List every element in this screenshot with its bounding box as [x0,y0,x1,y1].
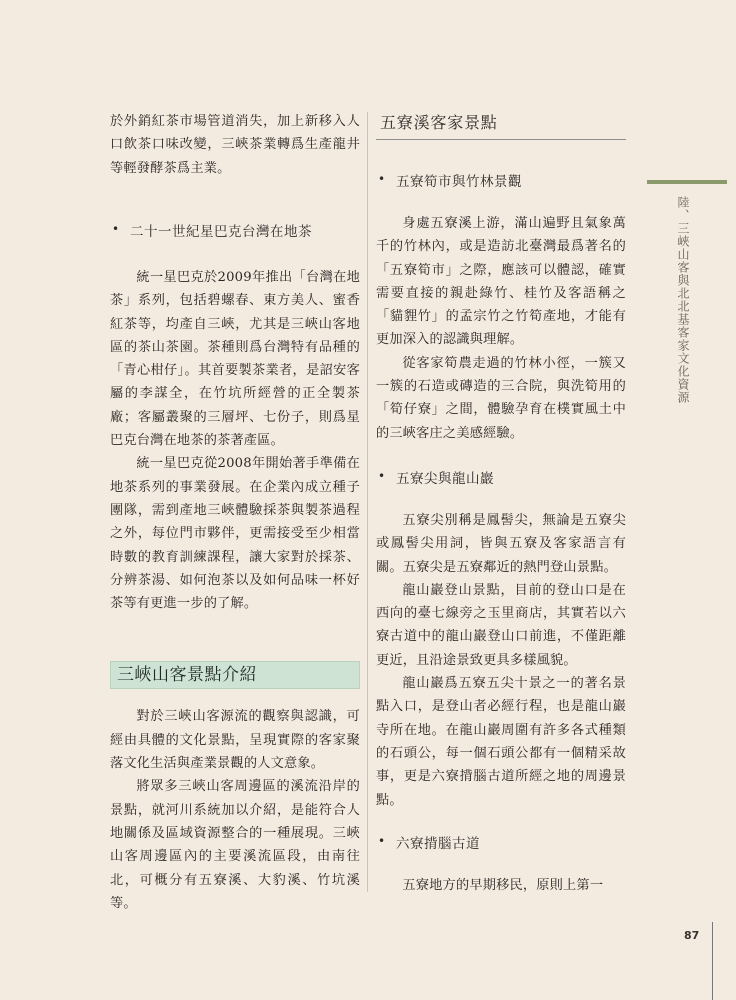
paragraph: 統一星巴克從2008年開始著手準備在地茶系列的事業發展。在企業內成立種子團隊，需到產地三峽體驗採茶與製茶過程之外，每位門市夥伴，更需接受至少相當時數的教育訓練課程，讓大家對於採茶、分辨茶湯、如何泡茶以及如何品味一杯好茶等有更進一步的了解。 [110,456,360,612]
sub-heading-liuliao [376,832,626,852]
sub-heading-text: 五寮筍市與竹林景觀 [396,174,522,190]
paragraph: 對於三峽山客源流的觀察與認識，可經由具體的文化景點，呈現實際的客家聚落文化生活與產業景觀的人文意象。 [110,709,360,772]
bullet-icon: • [378,172,386,186]
sub-heading-starbucks [110,220,360,240]
sub-heading-text: 二十一世紀星巴克台灣在地茶 [130,224,312,240]
paragraph: 將眾多三峽山客周邊區的溪流沿岸的景點，就河川系統加以介紹，是能符合人地關係及區域資源整合的一種展現。三峽山客周邊區內的主要溪流區段，由南往北，可概分有五寮溪、大豹溪、竹坑溪等。 [110,779,360,911]
section-title-sanxia: 三峽山客景點介紹 [110,661,360,689]
right-column [376,110,626,897]
paragraph: 五寮地方的早期移民，原則上第一 [402,877,604,893]
column-divider [367,112,368,892]
page-line [712,922,713,1000]
section-title-wuliao: 五寮溪客家景點 [376,110,626,140]
paragraph: 龍山巖登山景點，目前的登山口是在西向的臺七線旁之玉里商店，其實若以六寮古道中的龍山巖登山口前進，不僅距離更近，且沿途景致更具多樣風貌。 [376,582,626,668]
paragraph: 從客家筍農走過的竹林小徑，一簇又一簇的石造或磚造的三合院，與洗筍用的「筍仔寮」之間，體驗孕育在樸實風土中的三峽客庄之美感經驗。 [376,355,626,441]
sub-heading-longshan [376,467,626,487]
paragraph: 統一星巴克於2009年推出「台灣在地茶」系列，包括碧螺春、東方美人、蜜香紅茶等，均產自三峽，尤其是三峽山客地區的茶山茶園。茶種則爲台灣特有品種的「青心柑仔」。其首要製茶業者，是詔安客屬的李謀全，在竹坑所經營的正全製茶廠；客屬叢聚的三層坪、七份子，則爲星巴克台灣在地茶的茶著產區。 [110,270,360,449]
paragraph: 龍山巖爲五寮五尖十景之一的著名景點入口，是登山者必經行程，也是龍山巖寺所在地。在龍山巖周圍有許多各式種類的石頭公，每一個石頭公都有一個精采故事，更是六寮揹腦古道所經之地的周邊景點。 [376,676,626,808]
intro-paragraph: 於外銷紅茶市場管道消失，加上新移入人口飲茶口味改變，三峽茶業轉爲生產龍井等輕發酵茶爲主業。 [110,114,360,176]
chapter-label: 陸、三峽山客與北北基客家文化資源 [676,196,690,404]
sub-heading-text: 六寮揹腦古道 [396,835,480,852]
bullet-icon: • [378,833,386,848]
chapter-rule [647,180,727,184]
sub-heading-text: 五寮尖與龍山巖 [396,470,494,487]
bullet-icon: • [112,222,120,236]
paragraph: 五寮尖別稱是鳳髻尖，無論是五寮尖或鳳髻尖用詞，皆與五寮及客家語言有關。五寮尖是五寮鄰近的熱門登山景點。 [376,512,626,575]
bullet-icon: • [378,468,386,483]
page-number: 87 [684,929,700,942]
paragraph: 身處五寮溪上游，滿山遍野且氣象萬千的竹林內，或是造訪北臺灣最爲著名的「五寮筍市」之際，應該可以體認，確實需要直接的親赴綠竹、桂竹及客語稱之「貓貍竹」的孟宗竹之竹筍產地，才能有更加深入的認識與理解。 [376,216,626,348]
left-column [110,110,360,915]
sub-heading-bamboo [376,170,626,190]
